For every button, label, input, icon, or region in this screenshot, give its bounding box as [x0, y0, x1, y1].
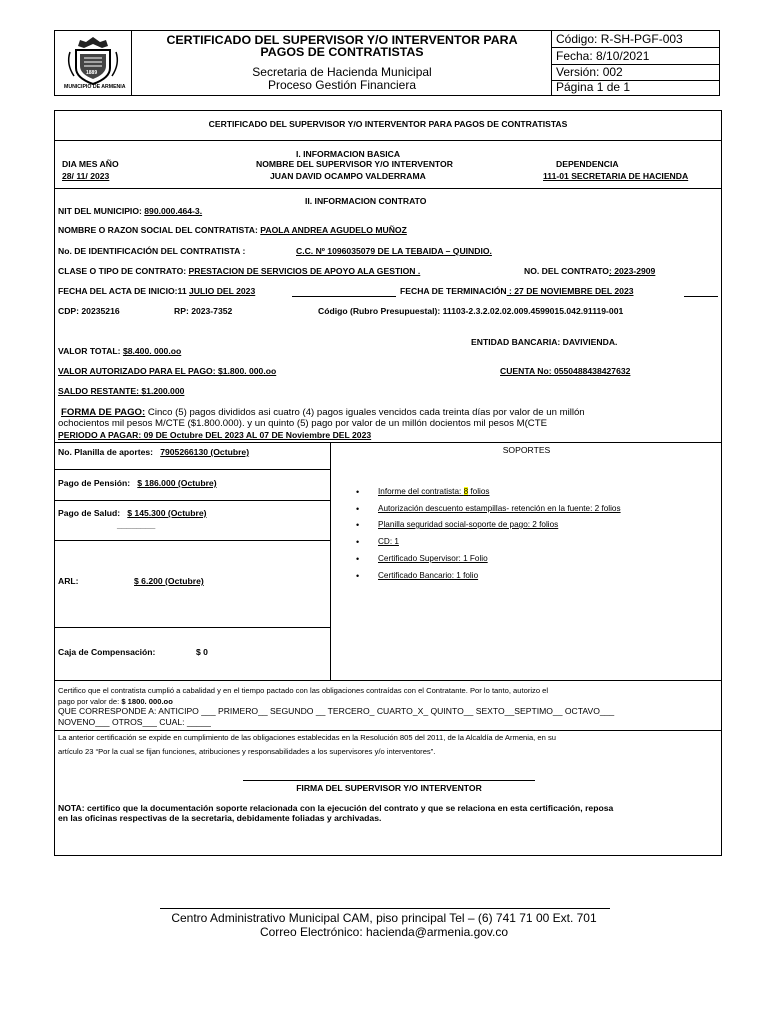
resolucion-line2: artículo 23 “Por la cual se fijan funciones, atribuciones y responsabilidades a los supervisores y/o interventores”. — [58, 747, 436, 756]
clase-value: PRESTACION DE SERVICIOS DE APOYO ALA GESTION . — [188, 266, 421, 276]
cert-line3: QUE CORRESPONDE A: ANTICIPO ___ PRIMERO__ SEGUNDO __ TERCERO_ CUARTO_X_ QUINTO__ SEXTO__SEPTIMO__ OCTAVO___ — [58, 706, 615, 716]
nit-row — [58, 206, 202, 216]
pension-value: $ 186.000 (Octubre) — [137, 478, 217, 488]
section-1-title: I. INFORMACION BASICA — [296, 149, 401, 159]
nota-line1: NOTA: certifico que la documentación soporte relacionada con la ejecución del contrato y que se relaciona en esta certificación, reposa — [58, 803, 614, 813]
header-sub2: Proceso Gestión Financiera — [267, 78, 417, 92]
header-version: Versión: 002 — [556, 65, 623, 79]
soporte-item-planilla: • Planilla seguridad social-soporte de pago: 2 folios — [356, 520, 559, 530]
forma-pago-text1: Cinco (5) pagos divididos asi cuatro (4) pagos iguales vencidos cada treinta días por valor de un millón — [145, 407, 585, 418]
terminacion-row — [400, 286, 634, 296]
header-pagina: Página 1 de 1 — [556, 80, 631, 94]
logo-label: MUNICIPIO DE ARMENIA — [64, 84, 126, 90]
nit-value: 890.000.464-3. — [144, 206, 203, 216]
soporte-item-cert-bancario: • Certificado Bancario: 1 folio — [356, 571, 479, 581]
valor-total-value: $8.400. 000.oo — [122, 346, 182, 356]
entidad-bancaria: ENTIDAD BANCARIA: DAVIVIENDA. — [471, 337, 618, 347]
firma-label: FIRMA DEL SUPERVISOR Y/O INTERVENTOR — [296, 783, 482, 793]
planilla-value: 7905266130 (Octubre) — [160, 447, 250, 457]
nota-line2: en las oficinas respectivas de la secretaria, debidamente foliadas y archivadas. — [58, 813, 382, 823]
nocontrato-value: : 2023-2909 — [608, 266, 656, 276]
valor-autorizado: VALOR AUTORIZADO PARA EL PAGO: $1.800. 000.oo — [58, 366, 277, 376]
header-sub1: Secretaria de Hacienda Municipal — [252, 65, 432, 79]
arl-label: ARL: — [58, 576, 79, 586]
header-title-line1: CERTIFICADO DEL SUPERVISOR Y/O INTERVENTOR PARA — [166, 33, 518, 47]
nocontrato-row — [524, 266, 655, 276]
razon-label: NOMBRE O RAZON SOCIAL DEL CONTRATISTA: — [58, 225, 261, 235]
cuenta: CUENTA No: 0550488438427632 — [500, 366, 631, 376]
bullet-icon: • — [356, 537, 360, 547]
arl-value: $ 6.200 (Octubre) — [134, 576, 204, 586]
ident-value: C.C. Nº 1096035079 DE LA TEBAIDA – QUINDIO. — [296, 246, 492, 256]
bullet-icon: • — [356, 520, 360, 530]
forma-pago-line2: ochocientos mil pesos M/CTE ($1.800.000). y un quinto (5) pago por valor de un millón docientos mil pesos M(CTE — [58, 418, 547, 429]
dependencia-label: DEPENDENCIA — [556, 159, 619, 169]
caja-label: Caja de Compensación: — [58, 647, 156, 657]
valor-total-label: VALOR TOTAL: — [58, 346, 123, 356]
cdp: CDP: 20235216 — [58, 306, 120, 316]
date-value: 28/ 11/ 2023 — [62, 171, 110, 181]
saldo-restante: SALDO RESTANTE: $1.200.000 — [58, 386, 185, 396]
date-label: DIA MES AÑO — [62, 159, 119, 169]
valor-total-row — [58, 346, 181, 356]
soporte-item-estampillas: • Autorización descuento estampillas- retención en la fuente: 2 folios — [356, 504, 621, 514]
soporte-item-cert-supervisor: • Certificado Supervisor: 1 Folio — [356, 554, 488, 564]
cert-line2: pago por valor de: $ 1800. 000.oo — [58, 697, 173, 706]
inicio-row — [58, 286, 255, 296]
bullet-icon: • — [356, 554, 360, 564]
supervisor-value: JUAN DAVID OCAMPO VALDERRAMA — [270, 171, 426, 181]
razon-value: PAOLA ANDREA AGUDELO MUÑOZ — [260, 225, 407, 235]
cert-line4: NOVENO___ OTROS___ CUAL: _____ — [58, 717, 211, 727]
header-title-line2: PAGOS DE CONTRATISTAS — [260, 45, 424, 59]
rp: RP: 2023-7352 — [174, 306, 233, 316]
logo-year: 1889 — [86, 70, 98, 76]
section-2-title: II. INFORMACION CONTRATO — [305, 196, 427, 206]
soporte-item-cd: • CD: 1 — [356, 537, 399, 547]
terminacion-value: : 27 DE NOVIEMBRE DEL 2023 — [506, 286, 634, 296]
forma-pago-line1 — [61, 407, 585, 418]
inicio-value: JULIO DEL 2023 — [189, 286, 256, 296]
bullet-icon: • — [356, 571, 360, 581]
nit-label: NIT DEL MUNICIPIO: — [58, 206, 145, 216]
footer-rule — [160, 908, 610, 909]
footer-address: Centro Administrativo Municipal CAM, piso principal Tel – (6) 741 71 00 Ext. 701 — [171, 911, 597, 925]
municipality-logo — [62, 34, 124, 92]
soportes-title: SOPORTES — [502, 445, 551, 455]
supervisor-label: NOMBRE DEL SUPERVISOR Y/O INTERVENTOR — [256, 159, 453, 169]
periodo-pagar: PERIODO A PAGAR: 09 DE Octubre DEL 2023 AL 07 DE Noviembre DEL 2023 — [58, 430, 372, 440]
salud-blank: ________ — [117, 520, 156, 530]
bullet-icon: • — [356, 504, 360, 514]
planilla-row — [58, 447, 249, 457]
nocontrato-label: NO. DEL CONTRATO — [524, 266, 609, 276]
terminacion-label: FECHA DE TERMINACIÓN — [400, 286, 507, 296]
forma-pago-label: FORMA DE PAGO: — [61, 407, 146, 418]
inicio-label: FECHA DEL ACTA DE INICIO:11 — [58, 286, 189, 296]
pension-label: Pago de Pensión: — [58, 478, 131, 488]
pension-row — [58, 478, 217, 488]
form-title: CERTIFICADO DEL SUPERVISOR Y/O INTERVENTOR PARA PAGOS DE CONTRATISTAS — [208, 119, 568, 129]
bullet-icon: • — [356, 487, 360, 497]
footer-email: Correo Electrónico: hacienda@armenia.gov.co — [259, 925, 509, 939]
razon-row — [58, 225, 407, 235]
signature-line — [243, 780, 535, 781]
planilla-label: No. Planilla de aportes: — [58, 447, 154, 457]
salud-value: $ 145.300 (Octubre) — [127, 508, 207, 518]
dependencia-value: 111-01 SECRETARIA DE HACIENDA — [543, 171, 689, 181]
caja-value: $ 0 — [196, 647, 208, 657]
salud-row — [58, 508, 207, 518]
codigo-rubro: Código (Rubro Presupuestal): 11103-2.3.2.02.02.009.4599015.042.91119-001 — [318, 306, 624, 316]
cert-line1: Certifico que el contratista cumplió a cabalidad y en el tiempo pactado con las obligaciones contraídas con el Contratante. Por lo tanto, autorizo el — [58, 686, 549, 695]
header-fecha: Fecha: 8/10/2021 — [556, 49, 650, 63]
ident-label: No. DE IDENTIFICACIÓN DEL CONTRATISTA : — [58, 246, 246, 256]
clase-row — [58, 266, 420, 276]
header-codigo: Código: R-SH-PGF-003 — [556, 32, 683, 46]
ident-row — [58, 246, 245, 256]
resolucion-line1: La anterior certificación se expide en cumplimiento de las obligaciones establecidas en la Resolución 805 del 2011, de la Alcaldía de Armenia, en su — [58, 733, 556, 742]
soporte-item-informe: • Informe del contratista: 8 folios — [356, 487, 490, 497]
salud-label: Pago de Salud: — [58, 508, 121, 518]
clase-label: CLASE O TIPO DE CONTRATO: — [58, 266, 189, 276]
